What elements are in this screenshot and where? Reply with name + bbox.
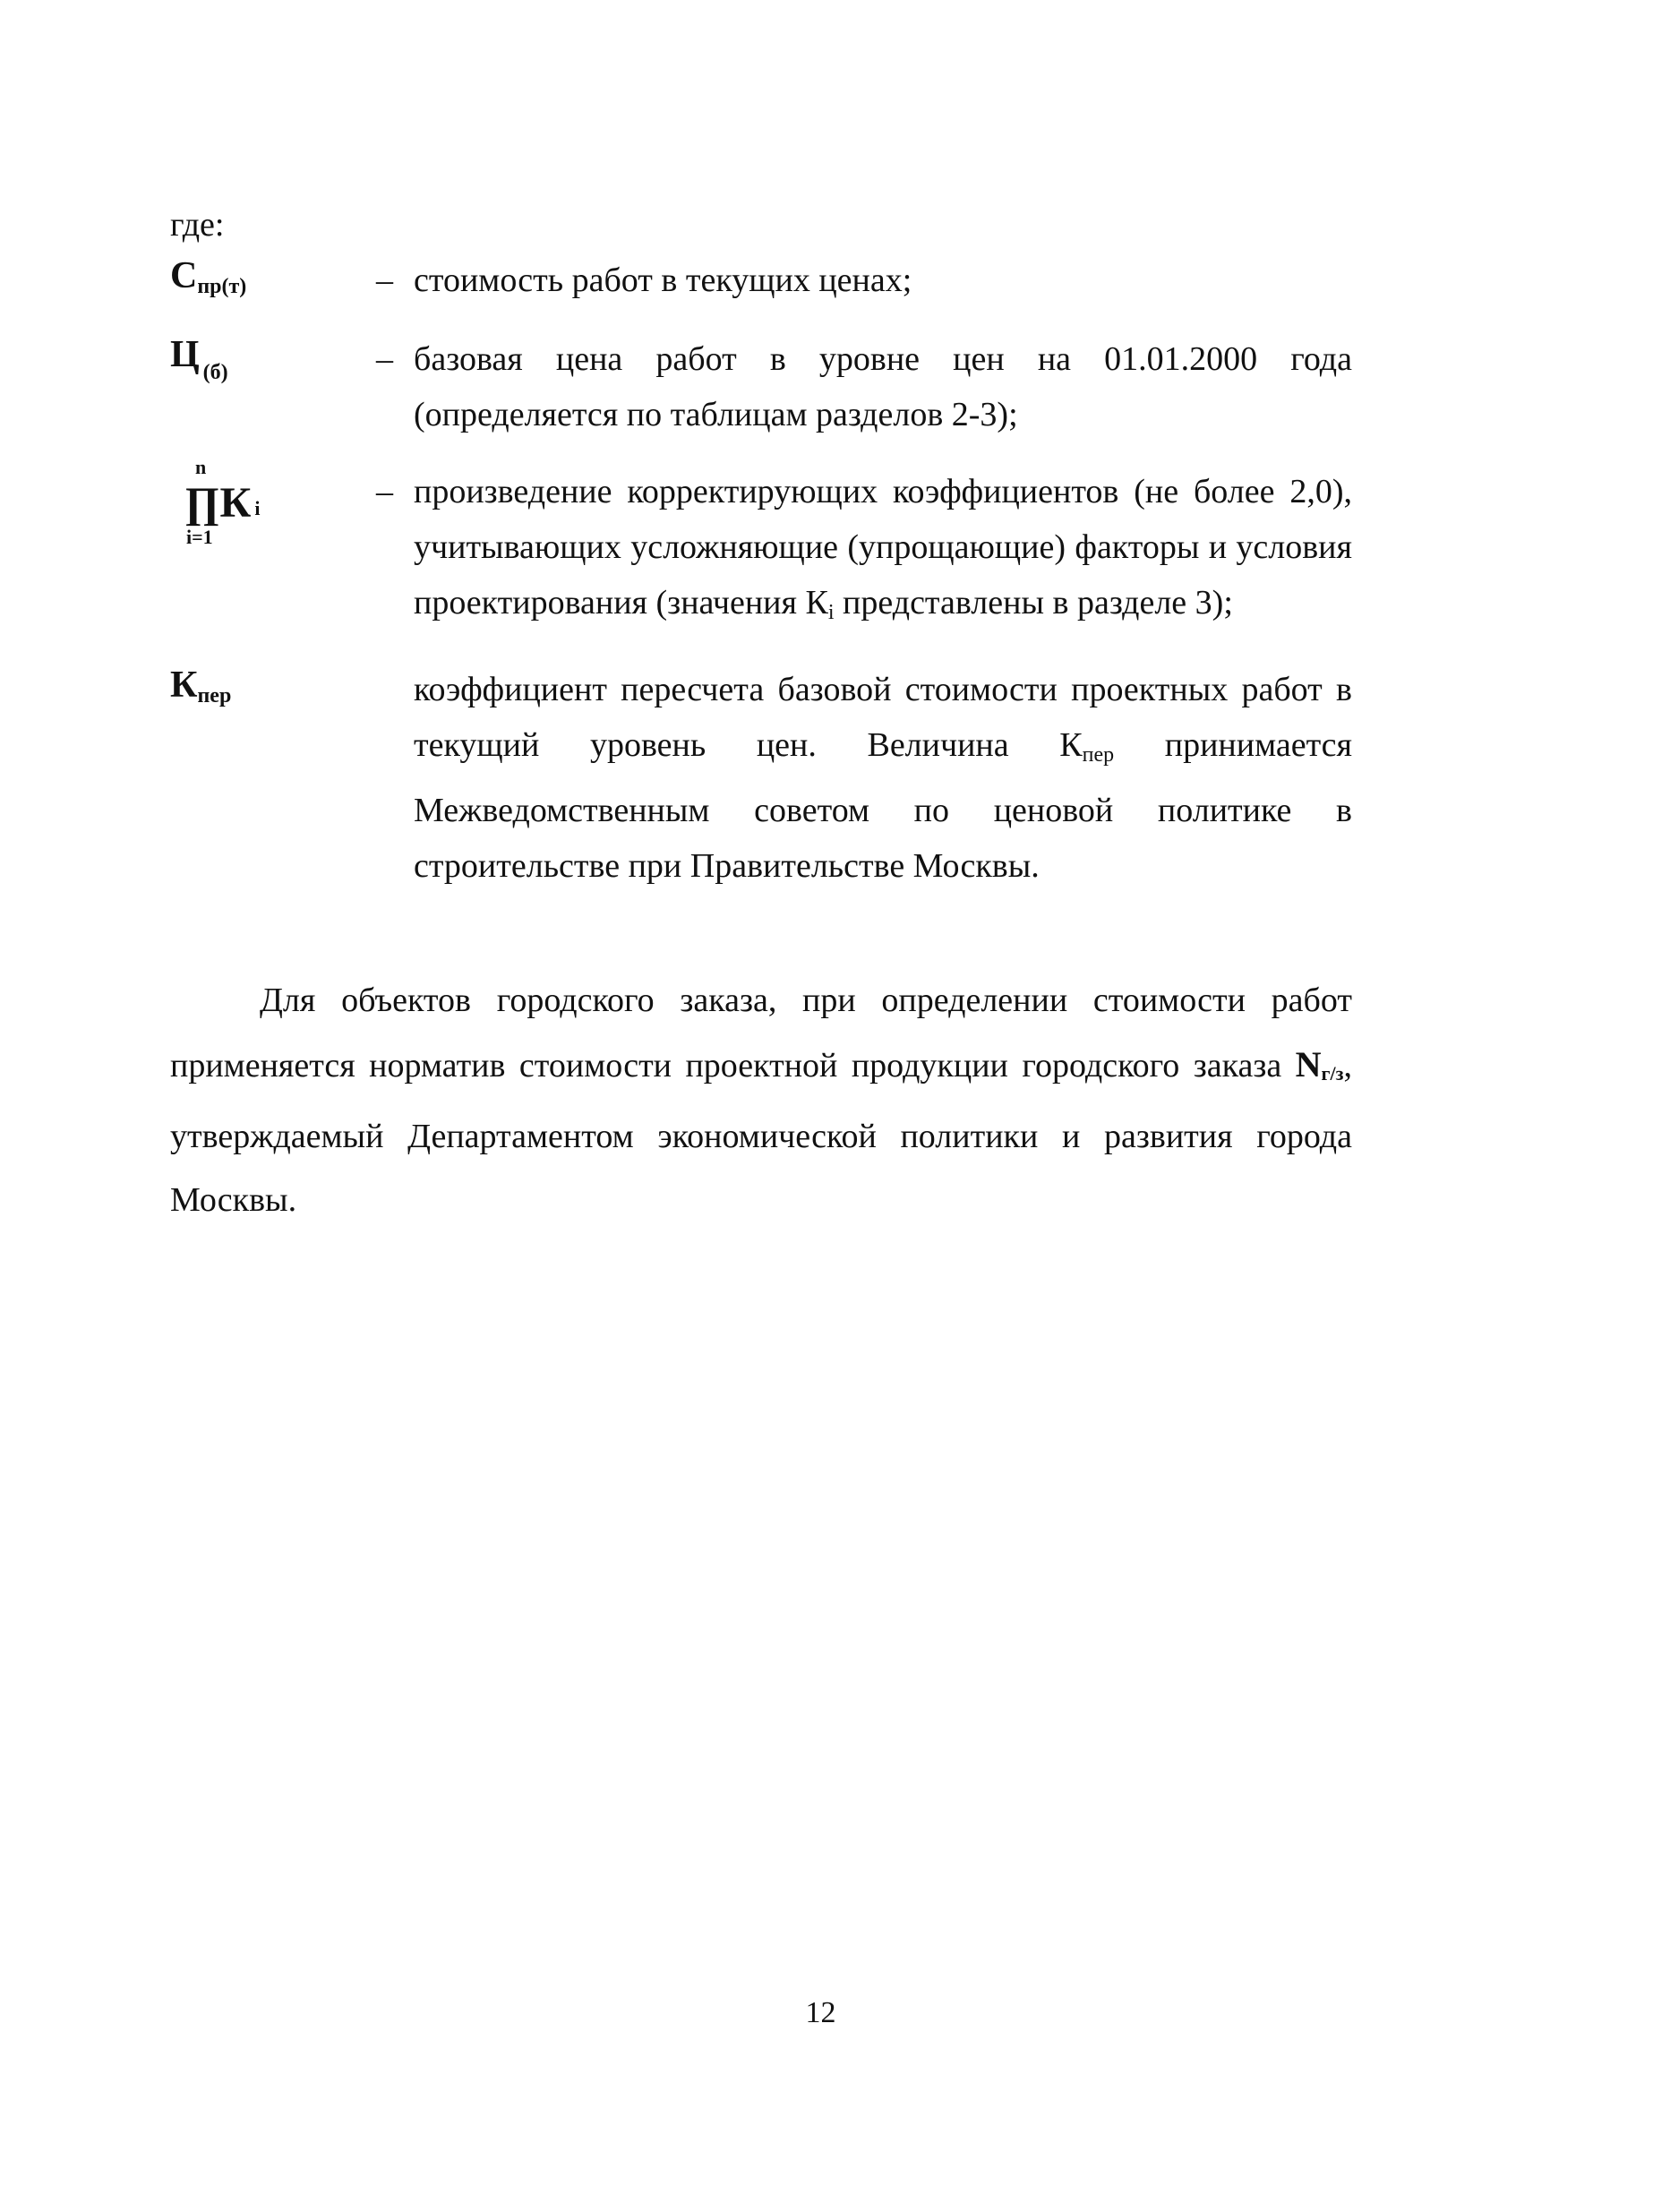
definition-dash: – (376, 340, 393, 378)
definition-text-part: представлены в разделе 3); (834, 584, 1233, 622)
symbol-cost-current-sub: пр(т) (197, 275, 247, 298)
product-upper-limit: n (195, 456, 207, 478)
symbol-cost-current (170, 253, 376, 310)
symbol-base-price-sub: (б) (202, 361, 228, 384)
definition-text-sub: пер (1082, 743, 1115, 767)
definition-recalc-coefficient (170, 662, 1352, 894)
definition-text-sub: i (827, 601, 835, 624)
paragraph-bold-symbol-main: N (1295, 1044, 1322, 1085)
definition-text (414, 662, 1352, 894)
definition-cost-current (170, 253, 1352, 310)
definition-text-part: произведение корректирующих коэффициентов (не более 2,0), учитывающих усложняющие (упрощающие) факторы и условия проектирования (значения К (414, 473, 1352, 622)
product-symbol (184, 480, 260, 532)
symbol-recalc-sub: пер (197, 684, 232, 707)
product-symbol-sub: i (254, 497, 261, 519)
paragraph-bold-symbol-sub: г/з (1321, 1062, 1344, 1085)
definition-coefficient-product (170, 456, 1352, 640)
definition-text-part: принимается Межведомственным советом по ценовой политике в строительстве при Правительстве Москвы. (414, 726, 1353, 885)
symbol-coefficient-product (170, 456, 376, 574)
product-formula (170, 456, 295, 562)
paragraph-bold-symbol (1296, 1044, 1344, 1085)
definition-dash: – (376, 473, 393, 510)
definition-text (414, 464, 1352, 640)
definitions-list (170, 253, 1352, 894)
symbol-recalc-coefficient (170, 662, 376, 719)
product-symbol-main: ∏К (184, 479, 252, 527)
definition-text: базовая цена работ в уровне цен на 01.01.2000 года (определяется по таблицам разделов 2-3); (414, 340, 1352, 433)
symbol-recalc-main: К (170, 664, 198, 706)
definition-dash: – (376, 261, 393, 299)
body-paragraph (170, 969, 1352, 1232)
symbol-cost-current-main: С (170, 255, 198, 296)
definition-base-price (170, 331, 1352, 442)
page-number: 12 (805, 1996, 836, 2029)
definition-text: стоимость работ в текущих ценах; (414, 261, 912, 299)
paragraph-text-part: Для объектов городского заказа, при определении стоимости работ применяется норматив стоимости проектной продукции городского заказа (170, 982, 1352, 1085)
symbol-base-price-main: Ц (170, 334, 200, 375)
intro-label: где: (170, 206, 225, 244)
definition-text-part: коэффициент пересчета базовой стоимости проектных работ в текущий уровень цен. Величина К (414, 671, 1352, 764)
paragraph-text-part: , утверждаемый Департаментом экономической политики и развития города Москвы. (170, 1047, 1352, 1219)
product-lower-limit: i=1 (186, 526, 213, 548)
symbol-base-price (170, 331, 376, 383)
